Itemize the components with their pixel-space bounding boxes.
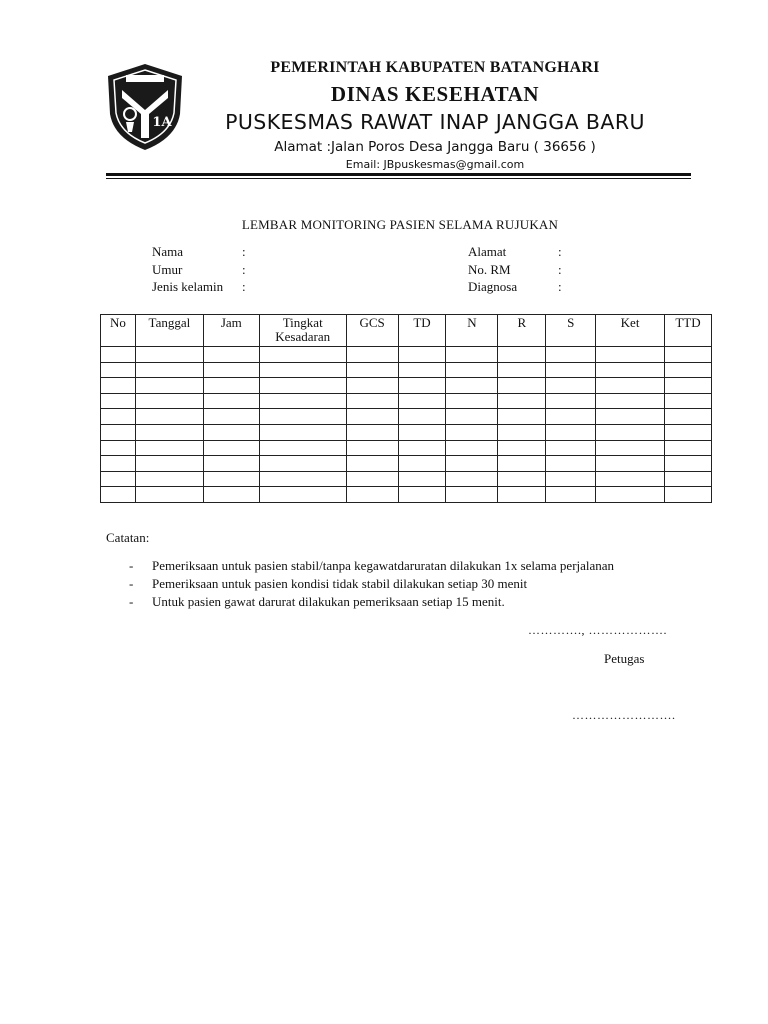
field-label-diagnosa: Diagnosa <box>468 279 518 294</box>
table-cell <box>664 456 711 472</box>
table-cell <box>101 393 136 409</box>
table-cell <box>498 393 546 409</box>
field-label-jenis-kelamin: Jenis kelamin <box>152 279 224 294</box>
table-cell <box>664 378 711 394</box>
table-cell <box>446 409 498 425</box>
government-name: PEMERINTAH KABUPATEN BATANGHARI <box>270 59 600 76</box>
table-cell <box>546 424 596 440</box>
department-name: DINAS KESEHATAN <box>330 82 540 106</box>
table-cell <box>398 362 446 378</box>
table-cell <box>203 362 259 378</box>
table-cell <box>546 362 596 378</box>
table-row <box>101 440 712 456</box>
table-cell <box>498 424 546 440</box>
table-cell <box>135 471 203 487</box>
table-cell <box>398 487 446 503</box>
table-body <box>101 347 712 503</box>
table-cell <box>398 456 446 472</box>
table-cell <box>664 393 711 409</box>
note-bullet: - <box>129 558 134 573</box>
table-cell <box>135 424 203 440</box>
header-tanggal: Tanggal <box>135 315 203 347</box>
table-row <box>101 424 712 440</box>
table-cell <box>101 409 136 425</box>
table-cell <box>346 378 398 394</box>
table-cell <box>203 424 259 440</box>
letterhead-rule-thin <box>106 178 691 179</box>
table-cell <box>259 347 346 363</box>
table-row <box>101 487 712 503</box>
table-cell <box>101 378 136 394</box>
table-cell <box>203 487 259 503</box>
table-cell <box>398 471 446 487</box>
header-ket: Ket <box>596 315 665 347</box>
table-row <box>101 409 712 425</box>
table-cell <box>498 456 546 472</box>
note-bullet: - <box>129 594 134 609</box>
table-cell <box>135 409 203 425</box>
note-item: Untuk pasien gawat darurat dilakukan pemeriksaan setiap 15 menit. <box>152 594 505 609</box>
table-cell <box>398 347 446 363</box>
table-cell <box>596 471 665 487</box>
table-cell <box>259 487 346 503</box>
header-jam: Jam <box>203 315 259 347</box>
table-cell <box>546 347 596 363</box>
table-cell <box>203 409 259 425</box>
field-label-no-rm: No. RM <box>468 262 511 277</box>
note-item: Pemeriksaan untuk pasien kondisi tidak stabil dilakukan setiap 30 menit <box>152 576 528 591</box>
monitoring-table <box>100 314 712 503</box>
header-tingkat-kesadaran: Tingkat Kesadaran <box>259 315 346 347</box>
table-cell <box>546 456 596 472</box>
table-cell <box>398 440 446 456</box>
table-cell <box>135 487 203 503</box>
table-cell <box>596 440 665 456</box>
table-cell <box>346 471 398 487</box>
clinic-address: Alamat :Jalan Poros Desa Jangga Baru ( 36656 ) <box>274 139 596 155</box>
table-cell <box>259 456 346 472</box>
signature-role: Petugas <box>604 651 645 666</box>
table-cell <box>596 362 665 378</box>
table-cell <box>259 440 346 456</box>
table-row <box>101 456 712 472</box>
table-cell <box>135 456 203 472</box>
field-colon: : <box>558 244 562 259</box>
table-cell <box>101 440 136 456</box>
table-cell <box>546 440 596 456</box>
clinic-email: Email: JBpuskesmas@gmail.com <box>345 158 525 171</box>
table-cell <box>101 487 136 503</box>
document-title: LEMBAR MONITORING PASIEN SELAMA RUJUKAN <box>241 217 559 232</box>
field-label-nama: Nama <box>152 244 184 259</box>
table-cell <box>101 456 136 472</box>
table-cell <box>203 456 259 472</box>
table-cell <box>135 440 203 456</box>
table-cell <box>546 378 596 394</box>
clinic-name: PUSKESMAS RAWAT INAP JANGGA BARU <box>225 110 645 134</box>
table-cell <box>135 393 203 409</box>
table-cell <box>259 378 346 394</box>
table-cell <box>664 424 711 440</box>
signature-name-line: ……………………. <box>572 708 676 722</box>
table-cell <box>398 393 446 409</box>
table-cell <box>346 393 398 409</box>
field-label-umur: Umur <box>152 262 183 277</box>
table-cell <box>101 347 136 363</box>
header-s: S <box>546 315 596 347</box>
table-row <box>101 362 712 378</box>
letterhead-rule-thick <box>106 173 691 176</box>
header-r: R <box>498 315 546 347</box>
table-cell <box>596 393 665 409</box>
table-cell <box>446 456 498 472</box>
table-cell <box>101 471 136 487</box>
regency-emblem-icon <box>104 62 186 152</box>
field-colon: : <box>242 262 246 277</box>
note-bullet: - <box>129 576 134 591</box>
table-cell <box>446 347 498 363</box>
table-cell <box>203 393 259 409</box>
table-cell <box>596 409 665 425</box>
table-cell <box>203 347 259 363</box>
table-cell <box>446 487 498 503</box>
table-cell <box>203 440 259 456</box>
header-td: TD <box>398 315 446 347</box>
table-cell <box>259 424 346 440</box>
header-ttd: TTD <box>664 315 711 347</box>
table-cell <box>498 347 546 363</box>
table-cell <box>398 424 446 440</box>
table-cell <box>498 362 546 378</box>
table-cell <box>664 471 711 487</box>
table-row <box>101 471 712 487</box>
table-cell <box>596 456 665 472</box>
table-cell <box>346 409 398 425</box>
table-cell <box>664 347 711 363</box>
table-cell <box>398 378 446 394</box>
table-row <box>101 347 712 363</box>
table-cell <box>498 440 546 456</box>
table-cell <box>596 487 665 503</box>
table-cell <box>346 347 398 363</box>
table-cell <box>596 378 665 394</box>
table-cell <box>346 424 398 440</box>
table-cell <box>135 362 203 378</box>
table-cell <box>135 347 203 363</box>
field-label-alamat: Alamat <box>468 244 507 259</box>
table-cell <box>546 409 596 425</box>
table-cell <box>446 378 498 394</box>
header-gcs: GCS <box>346 315 398 347</box>
field-colon: : <box>242 244 246 259</box>
table-cell <box>498 409 546 425</box>
table-cell <box>346 440 398 456</box>
field-colon: : <box>242 279 246 294</box>
svg-text:1A: 1A <box>152 115 172 130</box>
table-header-row <box>101 315 712 347</box>
table-cell <box>498 487 546 503</box>
table-cell <box>446 440 498 456</box>
table-cell <box>346 362 398 378</box>
table-cell <box>398 409 446 425</box>
table-cell <box>446 424 498 440</box>
table-row <box>101 378 712 394</box>
table-cell <box>259 393 346 409</box>
table-cell <box>546 393 596 409</box>
table-cell <box>135 378 203 394</box>
table-cell <box>664 440 711 456</box>
table-cell <box>546 471 596 487</box>
table-cell <box>498 471 546 487</box>
table-cell <box>446 362 498 378</box>
signature-place-date: …………., ………………. <box>528 623 667 637</box>
table-cell <box>498 378 546 394</box>
notes-title: Catatan: <box>106 530 150 545</box>
table-cell <box>346 487 398 503</box>
table-cell <box>259 409 346 425</box>
field-colon: : <box>558 262 562 277</box>
header-n: N <box>446 315 498 347</box>
table-cell <box>203 378 259 394</box>
table-cell <box>664 409 711 425</box>
table-cell <box>446 393 498 409</box>
table-cell <box>446 471 498 487</box>
table-row <box>101 393 712 409</box>
field-colon: : <box>558 279 562 294</box>
table-cell <box>203 471 259 487</box>
table-cell <box>664 362 711 378</box>
table-cell <box>664 487 711 503</box>
note-item: Pemeriksaan untuk pasien stabil/tanpa kegawatdaruratan dilakukan 1x selama perjalanan <box>152 558 615 573</box>
table-cell <box>101 362 136 378</box>
table-cell <box>596 347 665 363</box>
table-cell <box>259 471 346 487</box>
table-cell <box>596 424 665 440</box>
table-cell <box>546 487 596 503</box>
header-no: No <box>101 315 136 347</box>
table-cell <box>346 456 398 472</box>
table-cell <box>101 424 136 440</box>
table-cell <box>259 362 346 378</box>
